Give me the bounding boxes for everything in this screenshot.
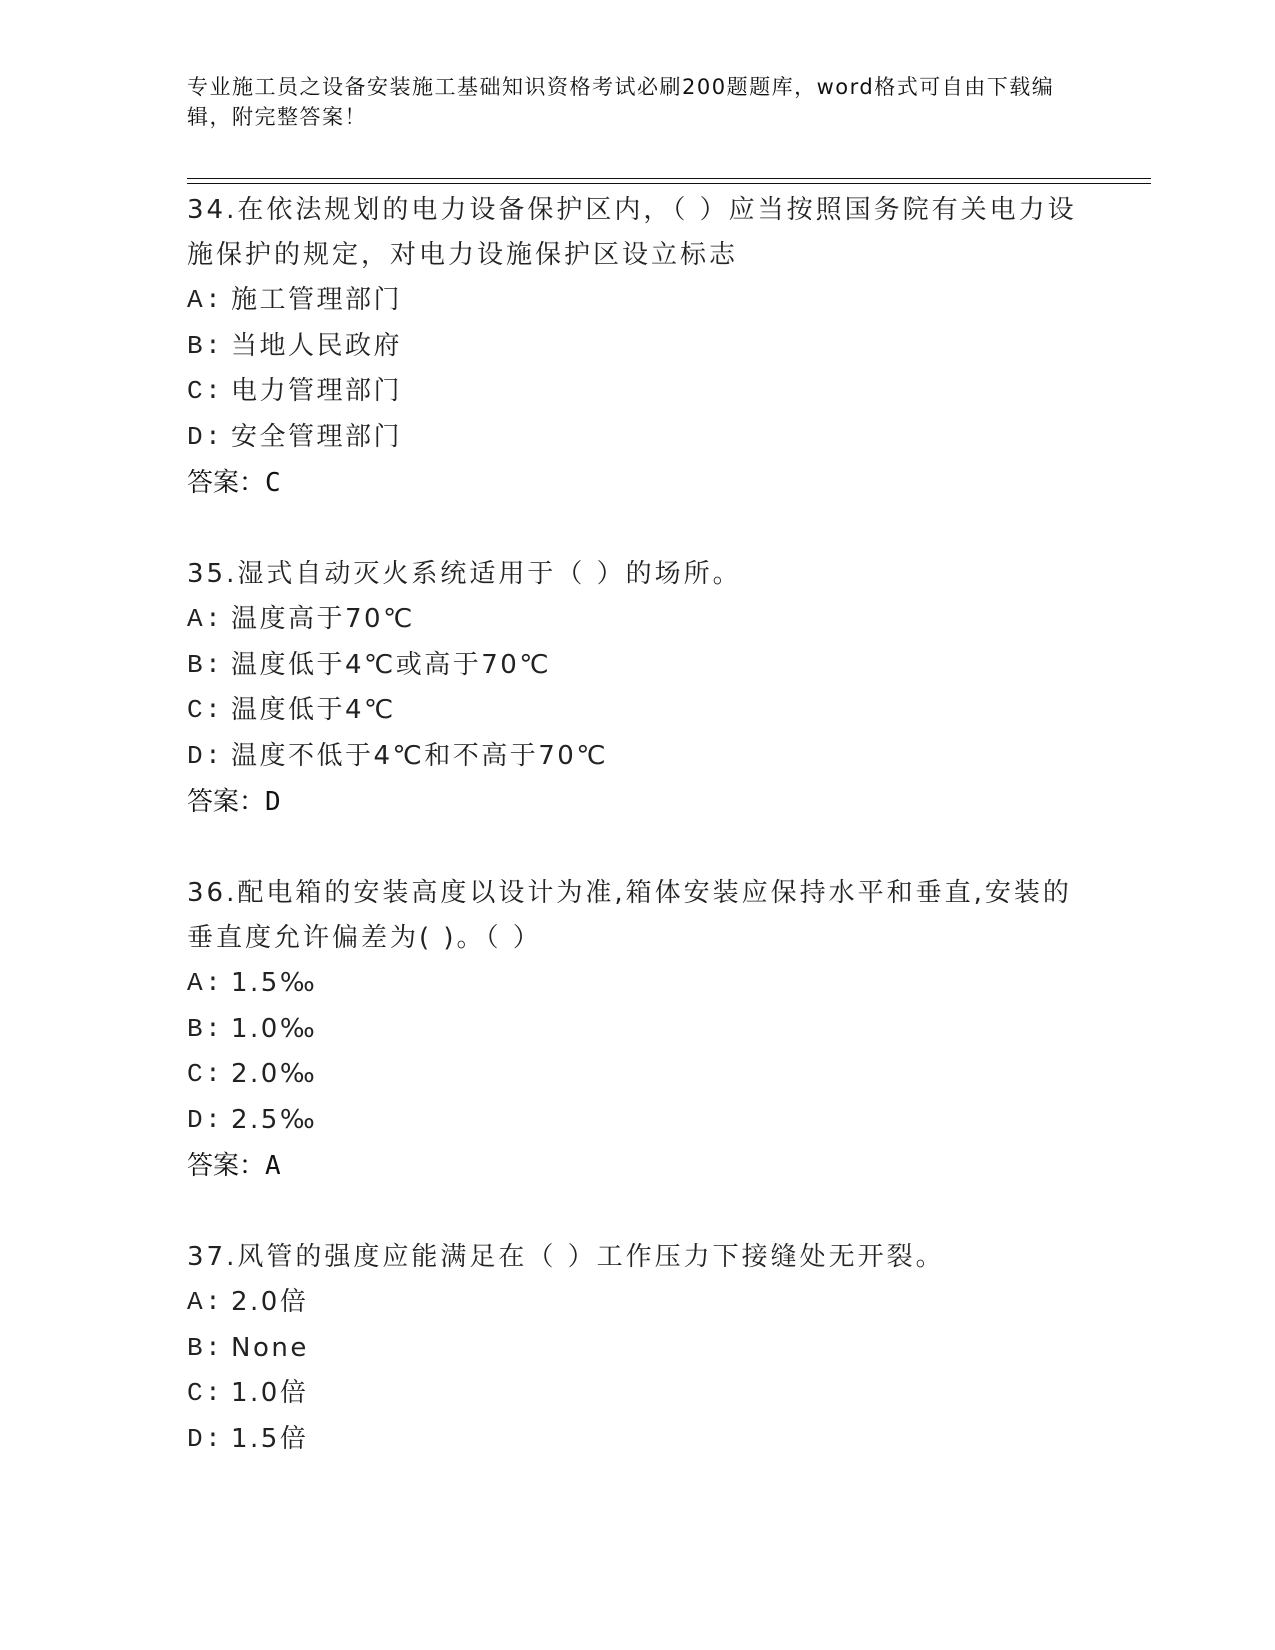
option-c [187, 369, 1087, 415]
question-stem: 37.风管的强度应能满足在（ ）工作压力下接缝处无开裂。 [187, 1242, 945, 1272]
answer [187, 460, 1087, 506]
option-letter: D: [187, 740, 224, 771]
answer-value: C [265, 468, 281, 498]
answer-value: D [265, 787, 281, 817]
option-letter: D: [187, 1423, 224, 1454]
option-text: 安全管理部门 [231, 421, 403, 452]
answer [187, 1143, 1087, 1189]
question-36 [187, 871, 1087, 1189]
option-c [187, 1052, 1087, 1098]
option-a [187, 961, 1087, 1007]
option-a [187, 278, 1087, 324]
answer [187, 779, 1087, 825]
option-letter: C: [187, 376, 224, 406]
option-text: 温度低于4℃ [231, 695, 396, 725]
question-list [187, 188, 1087, 1508]
option-letter: B: [187, 649, 224, 680]
option-d [187, 1417, 1087, 1463]
document-header: 专业施工员之设备安装施工基础知识资格考试必刷200题题库，word格式可自由下载编辑，附完整答案！ [187, 75, 1055, 129]
option-b [187, 1007, 1087, 1053]
option-text: 2.5‰ [231, 1104, 318, 1135]
answer-label: 答案： [187, 468, 266, 498]
option-b [187, 324, 1087, 370]
question-34 [187, 188, 1087, 506]
option-text: 温度低于4℃或高于70℃ [231, 649, 552, 680]
header-rule-top [187, 178, 1151, 179]
answer-label: 答案： [187, 787, 266, 817]
option-letter: D: [187, 421, 224, 452]
option-text: 施工管理部门 [231, 285, 403, 315]
option-text: 2.0倍 [231, 1287, 309, 1317]
option-letter: B: [187, 330, 224, 361]
option-text: 当地人民政府 [231, 330, 403, 361]
option-text: 电力管理部门 [231, 376, 403, 406]
question-37 [187, 1235, 1087, 1462]
answer-value: A [265, 1151, 281, 1181]
option-text: 温度高于70℃ [231, 604, 415, 634]
question-stem: 34.在依法规划的电力设备保护区内，（ ）应当按照国务院有关电力设施保护的规定，对电力设施保护区设立标志 [187, 195, 1077, 270]
option-letter: B: [187, 1013, 224, 1044]
option-letter: A: [187, 285, 224, 315]
option-a [187, 1280, 1087, 1326]
question-stem: 36.配电箱的安装高度以设计为准,箱体安装应保持水平和垂直,安装的垂直度允许偏差为( )。（ ） [187, 878, 1072, 953]
option-letter: B: [187, 1332, 224, 1363]
option-text: 1.0倍 [231, 1378, 309, 1408]
option-text: None [231, 1332, 309, 1363]
option-text: 2.0‰ [231, 1059, 318, 1089]
option-b [187, 643, 1087, 689]
question-35 [187, 552, 1087, 825]
question-stem: 35.湿式自动灭火系统适用于（ ）的场所。 [187, 559, 742, 589]
answer-label: 答案： [187, 1151, 266, 1181]
option-d [187, 734, 1087, 780]
option-d [187, 1098, 1087, 1144]
option-letter: A: [187, 604, 224, 634]
option-text: 1.0‰ [231, 1013, 318, 1044]
option-letter: A: [187, 1287, 224, 1317]
option-text: 温度不低于4℃和不高于70℃ [231, 740, 609, 771]
option-text: 1.5倍 [231, 1423, 309, 1454]
option-letter: D: [187, 1104, 224, 1135]
option-b [187, 1326, 1087, 1372]
option-letter: C: [187, 695, 224, 725]
option-letter: C: [187, 1378, 224, 1408]
option-a [187, 597, 1087, 643]
option-letter: A: [187, 968, 224, 998]
header-rule-bottom [187, 183, 1151, 184]
option-d [187, 415, 1087, 461]
option-c [187, 688, 1087, 734]
option-text: 1.5‰ [231, 968, 318, 998]
option-c [187, 1371, 1087, 1417]
option-letter: C: [187, 1059, 224, 1089]
